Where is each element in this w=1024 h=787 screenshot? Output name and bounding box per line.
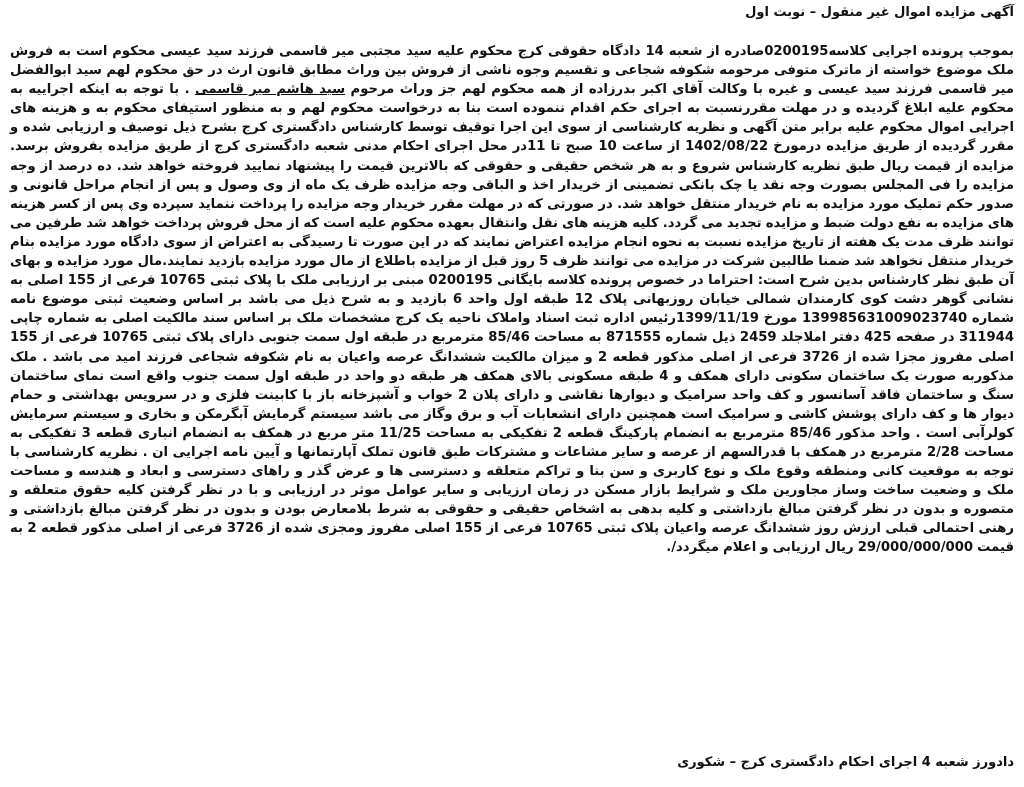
- notice-signature: دادورز شعبه 4 اجرای احکام دادگستری کرج – شکوری: [677, 755, 1014, 770]
- notice-body-part-2: . با توجه به اینکه اجراییه به محکوم علیه ابلاغ گردیده و در مهلت مقررنسبت به اجرای حکم اقدام ننموده است بنا به درخواست محکوم لهم و به منظور استیفای محکوم به و هزینه های اجرایی اموال محکوم علیه برابر متن آگهی و نظریه کارشناسی از سوی این اجرا توقیف توسط کارشناس دادگستری کرج بشرح ذیل توصیف و ارزیابی شده و مقرر گردیده از طریق مزایده درمورخ 1402/08/22 از ساعت 10 صبح تا 11در محل اجرای احکام مدنی شعبه دادگستری کرج از طریق مزایده بفروش برسد. مزایده از قیمت ریال طبق نظریه کارشناس شروع و به هر شخص حقیقی و حقوقی که بالاترین قیمت را پیشنهاد نمایید فروخته خواهد شد. ده درصد از وجه مزایده را فی المجلس بصورت وجه نقد یا چک بانکی تضمینی از خریدار اخذ و الباقی وجه مزایده ظرف یک ماه از وی وصول و پس از انجام مراحل قانونی و صدور حکم تملیک مورد مزایده به نام خریدار منتقل خواهد شد. در صورتی که در مهلت مقرر خریدار وجه مزایده را پرداخت ننماید سپرده وی پس از کسر هزینه های مزایده به نفع دولت ضبط و مزایده تجدید می گردد. کلیه هزینه های نقل وانتقال بعهده محکوم علیه است که از محل فروش پرداخت خواهد شد طرفین می توانند ظرف مدت یک هفته از تاریخ مزایده نسبت به نحوه انجام مزایده اعتراض نمایند که در این صورت تا رسیدگی به اعتراض از سوی دادگاه مورد مزایده بنام خریدار منتقل نخواهد شد ضمنا طالبین شرکت در مزایده می توانند ظرف 5 روز قبل از مزایده باطلاع از مال مورد مزایده بازدید نمایند.مال مورد مزایده و بهای آن طبق نظر کارشناس بدین شرح است: احتراما در خصوص پرونده کلاسه بایگانی 0200195 مبنی بر ارزیابی ملک با پلاک ثبتی 10765 فرعی از 155 اصلی به نشانی گوهر دشت کوی کارمندان شمالی خیابان روزبهانی پلاک 12 طبقه اول واحد 6 بازدید و به شرح ذیل می باشد بر اساس وضعیت ثبتی موضوع نامه شماره 139985631009023740 مورخ 1399/11/19رئیس اداره ثبت اسناد واملاک ناحیه یک کرج مشخصات ملک بر اساس سند مالکیت اصلی به شماره چاپی 311944 در صفحه 425 دفتر املاجلد 2459 ذیل شماره 871555 به مساحت 85/46 مترمربع در طبقه اول سمت جنوبی دارای پلاک ثبتی 10765 فرعی از 155 اصلی مفروز مجزا شده از 3726 فرعی از اصلی مذکور قطعه 2 و میزان مالکیت ششدانگ عرصه واعیان به نام شکوفه شجاعی فرزند امید می باشد . ملک مذکوربه صورت یک ساختمان سکونی دارای همکف و 4 طبقه مسکونی بالای همکف هر طبقه دو واحد در طبقه اول سمت جنوب واقع است نمای ساختمان سنگ و ساختمان فاقد آسانسور و کف واحد سرامیک و دیوارها نقاشی و دارای پلان 2 خواب و آشپزخانه باز با کابینت فلزی و در سرویس بهداشتی و حمام دیوار ها و کف دارای پوشش کاشی و سرامیک است همچنین دارای انشعابات آب و برق وگاز می باشد سیستم گرمایش آبگرمکن و بخاری و سیستم سرمایش کولرآبی است . واحد مذکور 85/46 مترمربع به انضمام پارکینگ قطعه 2 تفکیکی به مساحت 11/25 متر مربع در همکف به انضمام انباری قطعه 3 تفکیکی به مساحت 2/28 مترمربع در همکف با قدرالسهم از عرصه و سایر مشاعات و مشترکات طبق قانون تملک آپارتمانها و آیین نامه اجرایی ان . نظریه کارشناسی با توجه به موقعیت کانی ومنطقه وقوع ملک و نوع کاربری و سن بنا و تراکم متعلقه و دسترسی ها و عرض گذر و راهای دسترسی و ابعاد و هندسه و مساحت ملک و وضعیت ساخت وساز مجاورین ملک و شرایط بازار مسکن در زمان ارزیابی و سایر عوامل موثر در ارزیابی و با در نظر گرفتن کلیه حقوق متعلقه و متصوره و بدون در نظر گرفتن مبالغ بازداشتی و کلیه بدهی به اشخاص حقیقی و حقوقی به شرط بلامعارض بودن و بدون در نظر گرفتن مبالغ بازداشتی و رهنی احتمالی قبلی ارزش روز ششدانگ عرصه واعیان پلاک ثبتی 10765 فرعی از 155 اصلی مفروز ومجزی شده از 3726 فرعی از اصلی مذکور قطعه 2 به قیمت 29/000/000/000 ریال ارزیابی و اعلام میگردد/.: [10, 82, 1015, 556]
- notice-title: آگهی مزایده اموال غیر منقول – نوبت اول: [745, 5, 1014, 20]
- notice-body-part-1: بموجب پرونده اجرایی کلاسه0200195صادره از شعبه 14 دادگاه حقوقی کرج محکوم علیه سید مجتبی میر قاسمی فرزند سید عیسی محکوم است به فروش ملک موضوع خواسته از ماترک متوفی مرحومه شکوفه شجاعی و تقسیم وجوه ناشی از فروش بین وراث مطابق قانون ارث در حق محکوم لهم سید ابوالفضل میر قاسمی فرزند سید عیسی و غیره با وکالت آقای اکبر بدرزاده از همه محکوم لهم جز وراث مرحوم: [10, 44, 1014, 98]
- notice-body: [10, 42, 1014, 558]
- notice-body-underlined-name: سید هاشم میر قاسمی: [195, 82, 346, 98]
